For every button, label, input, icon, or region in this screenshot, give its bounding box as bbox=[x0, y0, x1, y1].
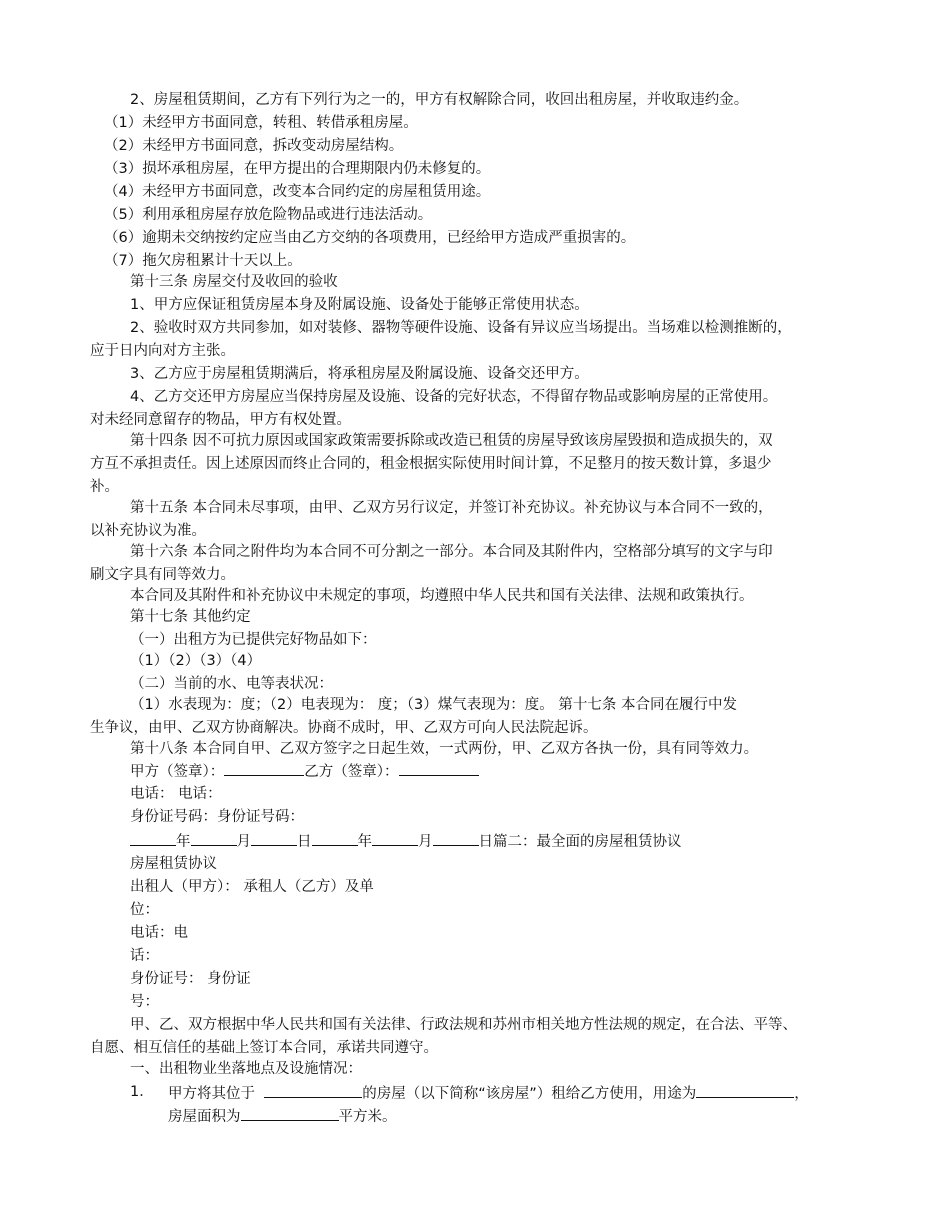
clause-13-2: 2、验收时双方共同参加，如对装修、器物等硬件设施、设备有异议应当场提出。当场难以检测推断的， bbox=[130, 320, 792, 336]
item-1-line bbox=[168, 1083, 809, 1103]
phone2-line: 电话：电 bbox=[130, 925, 188, 941]
date-line bbox=[130, 831, 682, 851]
meter-readings: （1）水表现为：度；（2）电表现为： 度；（3）煤气表现为：度。 第十七条 本合同在履行中发 bbox=[130, 697, 737, 713]
id-number-line: 身份证号码：身份证号码： bbox=[130, 809, 304, 825]
intro-paragraph: 甲、乙、双方根据中华人民共和国有关法律、行政法规和苏州市相关地方性法规的规定，在合法、平等、 bbox=[130, 1017, 797, 1033]
area-unit: 平方米。 bbox=[338, 1109, 397, 1125]
month-blank bbox=[191, 831, 237, 846]
location-blank bbox=[264, 1083, 362, 1098]
intro-paragraph-cont: 自愿、相互信任的基础上签订本合同，承诺共同遵守。 bbox=[90, 1040, 438, 1056]
clause-12-2-item-2: （2）未经甲方书面同意，拆改变动房屋结构。 bbox=[104, 138, 404, 154]
year-label: 年 bbox=[176, 834, 191, 850]
law-compliance: 本合同及其附件和补充协议中未规定的事项，均遵照中华人民共和国有关法律、法规和政策执行。 bbox=[130, 588, 754, 604]
usage-blank bbox=[696, 1083, 794, 1098]
clause-12-2: 2、房屋租赁期间，乙方有下列行为之一的，甲方有权解除合同，收回出租房屋，并收取违约金。 bbox=[130, 92, 749, 108]
article-16: 第十六条 本合同之附件均为本合同不可分割之一部分。本合同及其附件内，空格部分填写的文字与印 bbox=[130, 544, 773, 560]
article-17-heading: 第十七条 其他约定 bbox=[130, 609, 251, 625]
month-label-2: 月 bbox=[418, 834, 433, 850]
article-16-cont: 刷文字具有同等效力。 bbox=[90, 567, 235, 583]
year-blank-2 bbox=[312, 831, 358, 846]
month-blank-2 bbox=[372, 831, 418, 846]
item-1-number: 1． bbox=[130, 1084, 154, 1100]
article-17-2: （二）当前的水、电等表状况： bbox=[130, 676, 333, 692]
item-1-text-b: 的房屋（以下简称“该房屋”）租给乙方使用，用途为 bbox=[362, 1086, 697, 1102]
party-a-sign-blank bbox=[224, 761, 304, 776]
year-blank bbox=[130, 831, 176, 846]
signature-line bbox=[130, 761, 479, 781]
dispute-clause: 生争议，由甲、乙双方协商解决。协商不成时，甲、乙双方可向人民法院起诉。 bbox=[90, 720, 598, 736]
clause-12-2-item-4: （4）未经甲方书面同意，改变本合同约定的房屋租赁用途。 bbox=[104, 184, 491, 200]
article-13-heading: 第十三条 房屋交付及收回的验收 bbox=[130, 274, 338, 290]
clause-13-2-cont: 应于日内向对方主张。 bbox=[90, 343, 235, 359]
day-label: 日 bbox=[297, 834, 312, 850]
id2-line: 身份证号： 身份证 bbox=[130, 971, 251, 987]
day-blank-2 bbox=[433, 831, 479, 846]
clause-12-2-item-3: （3）损坏承租房屋，在甲方提出的合理期限内仍未修复的。 bbox=[104, 161, 491, 177]
day-blank bbox=[251, 831, 297, 846]
clause-13-1: 1、甲方应保证租赁房屋本身及附属设施、设备处于能够正常使用状态。 bbox=[130, 297, 589, 313]
item-1-text-a: 甲方将其位于 bbox=[168, 1086, 255, 1102]
year-label-2: 年 bbox=[357, 834, 372, 850]
party-b-sign-blank bbox=[399, 761, 479, 776]
clause-12-2-item-6: （6）逾期未交纳按约定应当由乙方交纳的各项费用，已经给甲方造成严重损害的。 bbox=[104, 230, 636, 246]
section-1-heading: 一、出租物业坐落地点及设施情况： bbox=[130, 1061, 362, 1077]
article-17-1: （一）出租方为已提供完好物品如下： bbox=[130, 632, 377, 648]
party-b-sign-label: 乙方（签章）： bbox=[304, 764, 399, 780]
item-1-line-2 bbox=[168, 1106, 397, 1126]
article-18: 第十八条 本合同自甲、乙双方签字之日起生效，一式两份，甲、乙双方各执一份，具有同等效力。 bbox=[130, 741, 759, 757]
item-1-text-c: ， bbox=[794, 1086, 809, 1102]
agreement-title: 房屋租赁协议 bbox=[130, 856, 217, 872]
clause-13-4: 4、乙方交还甲方房屋应当保持房屋及设施、设备的完好状态，不得留存物品或影响房屋的正常使用。 bbox=[130, 389, 778, 405]
area-blank bbox=[241, 1106, 339, 1121]
id2-line-cont: 号： bbox=[130, 994, 159, 1010]
clause-12-2-item-7: （7）拖欠房租累计十天以上。 bbox=[104, 253, 302, 269]
lessor-line: 出租人（甲方）： 承租人（乙方）及单 bbox=[130, 879, 374, 895]
clause-12-2-item-5: （5）利用承租房屋存放危险物品或进行违法活动。 bbox=[104, 207, 433, 223]
article-14: 第十四条 因不可抗力原因或国家政策需要拆除或改造已租赁的房屋导致该房屋毁损和造成损失的，双 bbox=[130, 433, 773, 449]
article-15: 第十五条 本合同未尽事项，由甲、乙双方另行议定，并签订补充协议。补充协议与本合同不一致的， bbox=[130, 500, 773, 516]
phone2-line-cont: 话： bbox=[130, 948, 159, 964]
phone-line: 电话： 电话： bbox=[130, 786, 222, 802]
article-17-1-items: （1）（2）（3）（4） bbox=[130, 653, 262, 669]
clause-12-2-item-1: （1）未经甲方书面同意，转租、转借承租房屋。 bbox=[104, 115, 418, 131]
part-two-title: 日篇二：最全面的房屋租赁协议 bbox=[478, 834, 682, 850]
clause-13-4-cont: 对未经同意留存的物品，甲方有权处置。 bbox=[90, 412, 351, 428]
article-14-cont2: 补。 bbox=[90, 479, 119, 495]
clause-13-3: 3、乙方应于房屋租赁期满后，将承租房屋及附属设施、设备交还甲方。 bbox=[130, 366, 589, 382]
month-label: 月 bbox=[236, 834, 251, 850]
party-a-sign-label: 甲方（签章）： bbox=[130, 764, 225, 780]
article-14-cont: 方互不承担责任。因上述原因而终止合同的，租金根据实际使用时间计算，不足整月的按天数计算，多退少 bbox=[90, 456, 772, 472]
area-label: 房屋面积为 bbox=[168, 1109, 241, 1125]
lessor-line-cont: 位： bbox=[130, 902, 159, 918]
article-15-cont: 以补充协议为准。 bbox=[90, 523, 206, 539]
